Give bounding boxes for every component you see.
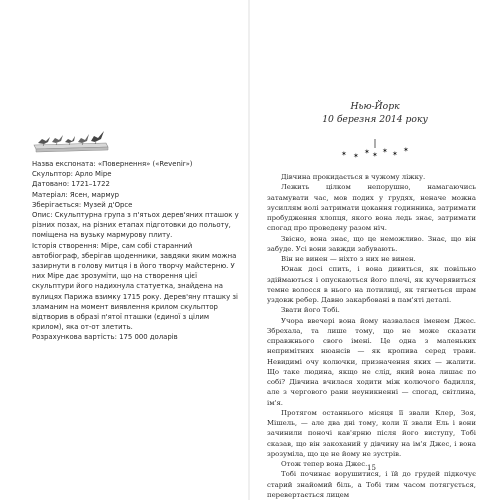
heading-date: 10 березня 2014 року [322, 114, 428, 125]
bird-sculpture-illustration [32, 129, 110, 153]
exhibit-description: Опис: Скульптурна група з п'ятьох дерев'яних пташок у різних позах, на різних етапах підготовки до польоту, поміщена на вузьку мармурову плиту. [32, 211, 239, 240]
paragraph: Учора ввечері вона йому назвалася іменем Джес. Збрехала, та лише тому, що не може сказати справжнього свого імені. Це одна з маленьких непримітних нюансів — як кропива серед трави. Невидимі очу колючки, призначення яких — жалити. Що таке людина, якщо не слід, який вона лишає по собі? Дівчина вчилася ходити між колючого бадилля, але з чергового рани неуникненні — спогад, світлина, ім'я. [267, 316, 476, 407]
stars-ornament [337, 139, 413, 159]
paragraph: Звісно, вона знає, що це неможливо. Знає, що він забуде. Усі вони завжди забувають. [267, 234, 476, 253]
exhibit-history: Історія створення: Міре, сам собі старанний автобіограф, зберігав щоденники, завдяки яким можна зазирнути в голову митця і в його творчу майстерню. У них Міре дає зрозуміти, що на створення цієї скульптури його надихнула статуетка, знайдена на вулицях Парижа взимку 1715 року. Дерев'яну пташку зі зламаним на момент виявлення крилом скульптор відтворив в образі п'ятої пташки (єдиної з цілим крилом), яка от-от злетить. [32, 241, 238, 332]
paragraph: Звати його Тобі. [281, 306, 340, 315]
exhibit-info [32, 159, 240, 343]
svg-text:✶: ✶ [392, 150, 398, 158]
page-number: 15 [367, 464, 376, 472]
exhibit-sculptor: Скульптор: Арло Міре [32, 170, 112, 179]
exhibit-date: Датовано: 1721–1722 [32, 180, 110, 189]
exhibit-value: Розрахункова вартість: 175 000 доларів [32, 333, 178, 342]
exhibit-title: Назва експоната: «Повернення» («Revenir») [32, 160, 193, 168]
svg-text:✶: ✶ [382, 147, 388, 155]
heading-city: Нью-Йорк [350, 101, 400, 112]
paragraph: Юнак досі спить, і вона дивиться, як повільно здіймаються і опускаються його плечі, як кучерявиться темне волосся в нього на потилиці, як тягнеться шрам уздовж ребер. Давно закарбовані в пам'яті деталі. [267, 265, 476, 304]
paragraph: Він не винен — ніхто з них не винен. [281, 255, 416, 263]
svg-text:✶: ✶ [403, 146, 409, 154]
chapter-heading [250, 100, 500, 126]
story-text [267, 172, 476, 500]
paragraph: Протягом останнього місяця її звали Клер, Зоя, Мішель, — але два дні тому, коли її звали Ель і вони зачинили поночі кав'ярню після його виступу, Тобі сказав, що він закоханий у дівчину на ім'я Джес, і вона зрозуміла, що це не йому не зустрів. [267, 408, 476, 458]
exhibit-location: Зберігається: Музей д'Орсе [32, 200, 133, 209]
paragraph: Отож тепер вона Джес. [281, 460, 368, 468]
exhibit-material: Матеріал: Ясен, мармур [32, 190, 119, 199]
svg-text:✶: ✶ [372, 151, 378, 159]
paragraph: Дівчина прокидається в чужому ліжку. [281, 173, 426, 181]
paragraph: Тобі починає ворушитися, і їй до грудей підкочує старий знайомий біль, а Тобі тим часом потягується, перевертається лицем [267, 470, 476, 499]
svg-text:✶: ✶ [341, 150, 347, 158]
svg-text:✶: ✶ [353, 152, 359, 159]
paragraph: Лежить цілком непорушно, намагаючись затамувати час, мов подих у грудях, неначе можна зусиллям волі затримати цокання годинника, затримати пробудження хлопця, якого вона ледь знає, затримати спогад про проведену разом ніч. [267, 183, 476, 233]
svg-text:✶: ✶ [364, 148, 370, 156]
